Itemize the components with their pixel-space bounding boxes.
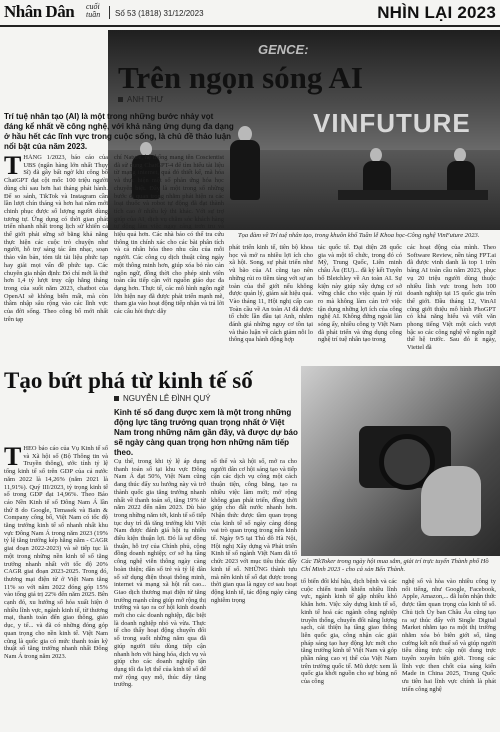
ai-column-1 [4,154,108,359]
panelist-head [454,148,466,162]
economy-lead: Kinh tế số đang được xem là một trong những động lực tăng trưởng quan trọng nhất ở Việt Nam trong những năm gần đây, và được dự báo sẽ ngày càng quan trọng hơn những năm tiếp theo. [114,408,298,457]
economy-column-1 [4,445,108,728]
masthead-rule [0,25,500,27]
ai-byline [118,95,163,104]
tiktoker-photo [301,366,500,556]
panel-table [338,190,488,200]
issue-info: Số 53 (1818) 31/12/2023 [115,9,204,18]
masthead [0,0,500,26]
economy-column-4: tổ biến đổi khí hậu, dịch bệnh và các cuộc chiến tranh khiến nhiều lĩnh vực, ngành kinh tế gặp nhiều khó khăn hơn. Việc xây dựng kinh tế số, kinh tế hoá các ngành công nghiệp truyền thống, chuyển đổi năng lượng sạch, cải thiện hạ tầng giao thông liên quốc gia, công nhận các giải pháp sáng tạo hay động lực mới cho tăng trưởng kinh tế Việt Nam và góp phần nâng cao vị thế của Việt Nam trên trường quốc tế. Mũ dược xem là quốc gia khởi nguồn cho sự bùng nổ của công [301,578,397,686]
ai-column-4: tác quốc tế. Đại diện 28 quốc gia và một tổ chức, trong đó có Mỹ, Trung Quốc, Liên minh châu Âu (EU)... đã ký kết Tuyên bố Bletchley về An toàn AI. Sự kiện này giúp xây dựng cơ sở vững chắc cho việc quản lý rủi ro mà không làm cản trở việc tận dụng những lợi ích của công nghệ AI. Không đứng ngoài làn sóng ấy, nhiều công ty Việt Nam đã phát triển và ứng dụng công nghệ trí tuệ nhân tạo trong [318,244,402,344]
ai-column-5: các hoạt động của mình. Theo Software Review, nền tảng FPT.ai đã được vinh danh là top 1 trên bảng AI toàn cầu năm 2023, phục vụ 20 triệu người dùng thuộc nhiều lĩnh vực trong hơn 100 doanh nghiệp tại 15 quốc gia trên thế giới. Đầu tháng 12, VinAI cũng giới thiệu mô hình PhoGPT có khả năng hiểu và viết văn phong tiếng Việt một cách vượt bậc so các công nghệ về ngôn ngữ thế hệ trước. Sau đó ít ngày, Viettel đã [407,244,496,352]
economy-headline: Tạo bứt phá từ kinh tế số [4,368,253,393]
economy-column-1-text: HEO báo cáo của Vụ Kinh tế số và Xã hội số (Bộ Thông tin và Truyền thông), ước tính tỷ lệ tổng kinh tế số trên GDP của cả nước năm 2022 là 14,26% (năm 2021 là 11,91%). Quý III/2023, tỷ trọng kinh tế số trong GDP đạt 14,96%. Theo Báo cáo Nền Kinh tế số Đông Nam Á lần thứ 8 do Google, Temasek và Bain & Company công bố, Việt Nam có tốc độ tăng trưởng kinh tế số nhanh nhất khu vực Đông Nam Á trong năm 2023 (19% tỷ lệ tăng trưởng kép hằng năm - CAGR giai đoạn 2022-2023) và sẽ tiếp tục là một trong những nền kinh tế số tăng trưởng nhanh nhất với tốc độ 20% CAGR giai đoạn 2023-2025. Trong đó, thương mại điện tử ở Việt Nam tăng 11% so với năm 2022 đóng góp 15% vào tổng giá trị 22% đến năm 2025. Bên cạnh đó, xu hướng số hóa xuất hiện ở nhiều lĩnh vực, ngành kinh tế, từ thương mại, thanh toán đến giao thông, giáo dục, y tế... và đã có những đóng góp quan trọng cho nền kinh tế. Việt Nam cũng là quốc gia có mức thanh toán kỹ thuật số tăng trưởng nhanh nhất Đông Nam Á trong năm 2023. [4,445,108,660]
masthead-divider [109,6,110,19]
ai-lead: Trí tuệ nhân tạo (AI) là một trong những bước nhảy vọt đáng kể nhất về công nghệ, với khả năng ứng dụng đa dạng ở hầu hết các lĩnh vực trong cuộc sống, là chủ đề thảo luận nổi bật của năm 2023. [4,112,234,151]
ai-column-1-text: HÁNG 1/2023, báo cáo của UBS (ngân hàng lớn nhất Thụy Sĩ) đã gây bất ngờ khi công bố ChatGPT đạt cột mốc 100 triệu người dùng chỉ sau hơn hai tháng phát hành. Để so sánh, TikTok và Instagram cần lần lượt chín tháng và hơn hai năm mới chinh phục được số lượng người dùng tương tự. Ứng dụng có thời gian phát triển nhanh nhất trong lịch sử khiến cả thế giới phải sững sờ bằng khả năng thực hiện các cuộc trò chuyện như người, hỗ trợ sáng tác âm nhạc, soạn thảo văn bản, tóm tắt tài liệu phức tạp hay giải mọi vấn đề phức tạp. Các chuyên gia nhận định: Đó chỉ mới là thử hơn 1,4 tỷ lượt truy cập hằng tháng trong của suốt năm 2023, chatbot của OpenAI sẽ không biến mất, mà còn thâm nhập sâu rộng vào các lĩnh vực của đời sống. Theo công bố mới nhất trên tạp [4,154,108,323]
newspaper-logo-sub: cuối tuần [86,2,101,19]
economy-photo-caption: Các TikToker trong ngày hội mua sắm, giải trí trực tuyến Thành phố Hồ Chí Minh 2023 - cho cả sản Bến Thành. [301,558,489,573]
economy-byline-text: NGUYỄN LÊ ĐÌNH QUÝ [123,394,211,403]
ai-column-2: chí Nature, hệ thống mang tên Coscientist đã sử dụng ChatGPT-4 để tìm hiểu tài liệu từ mạng internet, quá đó thiết kế, mã hóa và thực hiện một số phản ứng hóa học chuyên biệt. Đây là một trong số những bước đi quan trọng nhằm phát hiện ra các loại thuốc và robot tự động đã đạt thành tích cao ở nhiều kỳ thi khác. Với sự trợ giúp của AI, dịch vụ chăm sóc khách hàng tự động làm việc ngay cảng trơn tru và hiệu quả hơn. Các nhà báo có thể tra cứu thông tin chính xác cho các bài phân tích và cả nhân hóa theo nhu cầu của mỗi người. Các công cụ dịch thuật cũng ngày một thông minh hơn, giúp xóa bỏ rào cản ngôn ngữ, đồng thời cho phép sinh viên toàn cầu tiếp cận với nguồn giáo dục đa dạng hơn. Thực tế, các mô hình ngôn ngữ lớn hiện nay đã được phát triển mạnh mẽ, tham gia vào hoạt động tiếp nhận và trả lời các câu hỏi thực dẫy [114,154,224,316]
economy-byline [114,394,211,403]
hand [421,466,481,536]
newspaper-logo: Nhân Dân [4,2,75,21]
screen-text: GENCE: [258,42,309,57]
economy-column-5: nghệ số và hòa vào nhiều công ty nổi tiếng, như Google, Facebook, Apple, Amazon,... đã luôn nhận thức được tầm quan trọng của kinh tế số. Chủ tịch Ủy ban Châu Âu cũng tạo ra sự thúc đẩy với Single Digital Market nhằm tạo ra một thị trường nhằm xóa bỏ biên giới số, tăng cường kết nối thuế số và giúp người tiêu dùng trực cập nội dung trực tuyến xuyên biên giới. Trong các lĩnh vực then chốt của sáng kiến Made in China 2025, Trung Quốc ưu tiên hai lĩnh vực chính là phát triển công nghệ [402,578,496,693]
vinfuture-brand: VINFUTURE [313,108,471,138]
panelist-head [370,148,382,162]
ai-byline-text: ANH THƯ [127,95,164,104]
ai-photo-caption: Tọa đàm về Trí tuệ nhân tạo, trong khuôn khổ Tuần lễ Khoa học-Công nghệ VinFuture 2023. [238,232,480,239]
byline-marker-icon [114,396,119,401]
speaker [230,140,260,200]
byline-marker-icon [118,97,123,102]
ai-dropcap: T [4,154,22,180]
economy-dropcap: T [4,445,22,471]
economy-column-2: Cụ thể, trong khi tỷ lệ áp dụng thanh toán số tại khu vực Đông Nam Á đạt 50%, Việt Nam cũng đang thúc đẩy xu hướng này và trở thành quốc gia tăng trưởng nhanh nhất về thanh toán số, tăng 19% từ năm 2022 đến năm 2023. Dù bảo trong những năm tới, kinh tế số tiếp tục duy trì đà tăng trưởng khi Việt Nam được đánh giá hội tụ nhiều điều kiện thuận lợi. Đó là sự đồng thuận, hỗ trợ của Chính phủ, cộng đồng doanh nghiệp; cơ sở hạ tầng công nghệ viễn thông ngày càng hoàn thiện; dân số trẻ và tỷ lệ dân số sử dụng điện thoại thông minh, internet và mạng xã hội rất cao... Giao dịch thương mại điện tử tăng trưởng mạnh cũng giúp mở rộng thị trường và tạo ra cơ hội kinh doanh mới cho các doanh nghiệp, đặc biệt là doanh nghiệp nhỏ và vừa. Thực tế cho thấy hoạt động chuyển đổi số trong suốt những năm qua đã giúp người tiêu dùng tiếp cận nhanh hơn với hàng hóa, dịch vụ và giúp cho các doanh nghiệp tận dụng tối đa lợi thế của kinh tế số để mở rộng quy mô, thúc đẩy tăng trưởng. [114,458,206,689]
economy-column-3: số thể và xã hội số, mở ra cho người dân cơ hội sáng tạo và tiếp cận các dịch vụ công một cách thuận tiện, công bằng, tạo ra nhiều việc làm mới; mở rộng không gian phát triển, đồng thời giúp cho đất nước nhanh hơn. Nhận thức được tầm quan trọng của kinh tế số ngày càng đóng vai trò quan trọng trong nền kinh tế. Ngày 9/5 tại Thủ đô Hà Nội, Hội nghị Xây dựng và Phát triển Kinh tế số ngành Việt Nam đã tổ chức 2023 với mục tiêu thúc đẩy kinh tế số. NHỮNG thành tựu mà nền kinh tế số đạt được trong thời gian qua là nguy cơ sau hoạt động kinh tế, tác động ngày càng nghiêm trọng [211,458,297,604]
ai-headline: Trên ngọn sóng AI [118,60,363,95]
ai-column-3: phát triển kinh tế, tiên bộ khoa học và mở ra nhiều lợi ích cho xã hội. Song, sự phát triển như vũ bão của AI cũng tạo nên những rủi ro tiềm tàng với sự an toàn của thế giới nếu không được quản lý, giám sát hiệu quả. Vào tháng 11, Hội nghị cấp cao Toàn cầu về An toàn AI đã được tổ chức lần đầu tại Anh, nhằm đánh giá những nguy cơ tồn tại và thảo luận về cách giảm nỗi lo thông qua hành động hợp [229,244,313,344]
section-label: NHÌN LẠI 2023 [377,3,496,22]
